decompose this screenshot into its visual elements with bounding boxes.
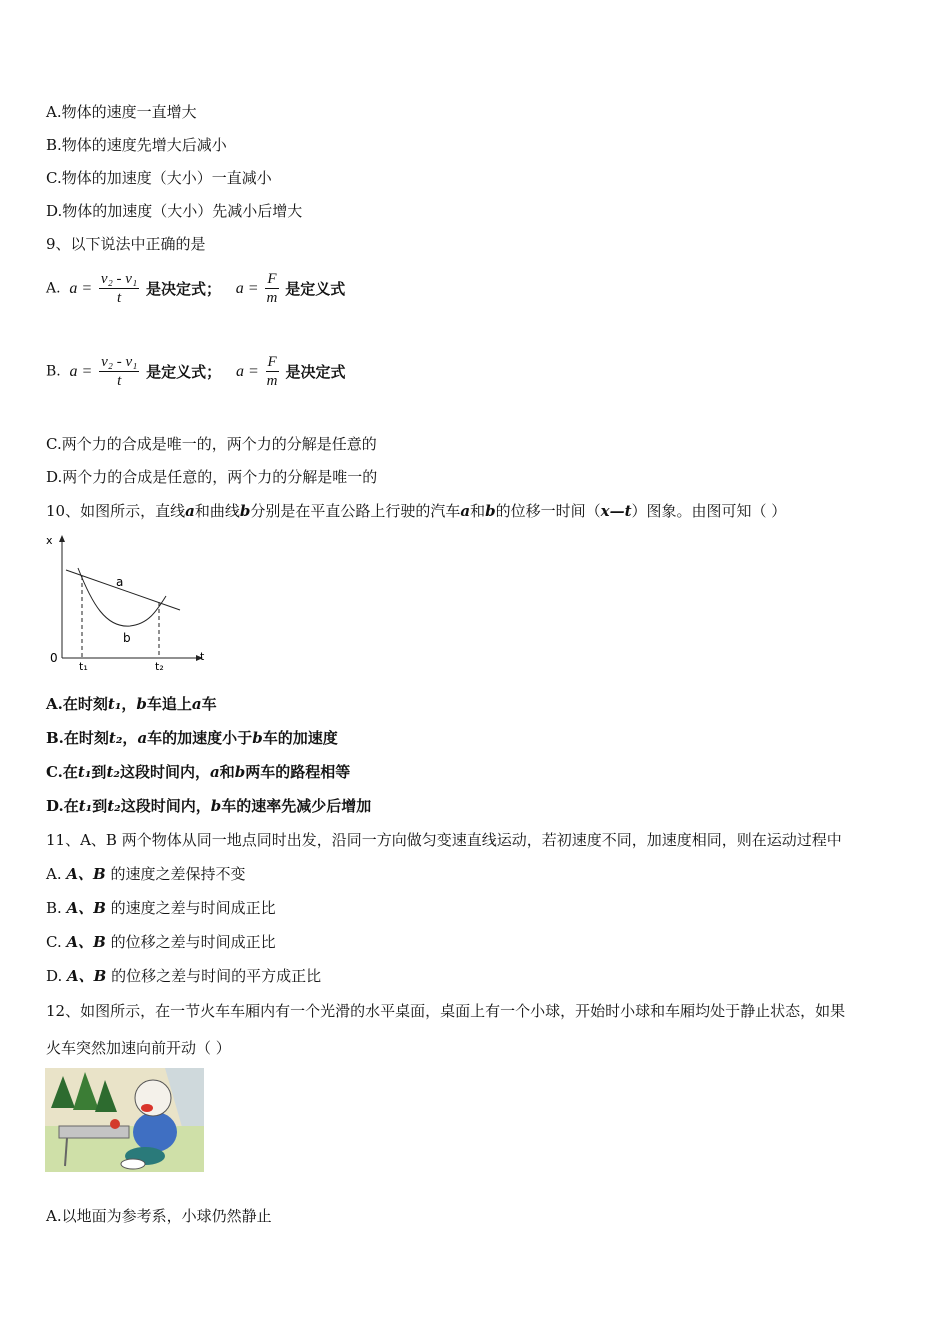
q9-option-b [46, 353, 345, 390]
q8-option-c: C.物体的加速度（大小）一直减小 [46, 169, 272, 187]
formula-lhs: a = [235, 362, 259, 380]
var-ab: A、B [66, 933, 106, 951]
var-a: a [191, 695, 202, 713]
formula-lhs: a = [69, 362, 93, 380]
option-prefix: D. [46, 797, 64, 815]
q8-option-d: D.物体的加速度（大小）先减小后增大 [46, 202, 303, 220]
var-t1: t₁ [77, 763, 92, 781]
line-a-label: a [116, 575, 124, 589]
force-fraction [265, 270, 278, 307]
q11-option-d [46, 966, 321, 986]
option-text: 车 [201, 695, 217, 713]
option-text: 在 [62, 763, 78, 781]
q9-stem: 9、以下说法中正确的是 [46, 235, 206, 253]
fraction-denominator: t [117, 373, 122, 389]
y-axis-arrow [59, 535, 65, 542]
formula-lhs: a = [69, 279, 93, 297]
var-a: a [460, 502, 471, 520]
var-b: b [234, 763, 246, 781]
option-text: ， [122, 729, 138, 747]
fraction-denominator: t [116, 290, 122, 306]
option-text: 车的加速度小于 [147, 729, 253, 747]
var-t: t₁ [107, 695, 122, 713]
fraction-denominator: m [266, 373, 278, 389]
q10-option-a [46, 694, 217, 714]
formula-lhs: a = [235, 279, 259, 297]
q12-stem-line1: 12、如图所示，在一节火车车厢内有一个光滑的水平桌面，桌面上有一个小球，开始时小球和车厢均处于静止状态，如果 [46, 1002, 846, 1020]
stem-text: 和 [470, 502, 486, 520]
var-b: b [485, 502, 496, 520]
person-body [133, 1112, 177, 1152]
person-mouth [141, 1104, 153, 1112]
formula-desc: 是决定式 [285, 363, 346, 381]
option-prefix: D. [46, 967, 68, 985]
formula-desc: 是定义式； [146, 363, 222, 381]
option-text: 车的加速度 [262, 729, 338, 747]
var-a: a [137, 729, 148, 747]
var-b: b [252, 729, 263, 747]
option-text: 的位移之差与时间成正比 [105, 933, 276, 951]
option-text: 和 [219, 763, 235, 781]
option-text: 车的速率先减少后增加 [221, 797, 372, 815]
table [59, 1126, 129, 1138]
option-prefix: B. [46, 363, 61, 380]
var-a: a [209, 763, 220, 781]
q9-option-c: C.两个力的合成是唯一的，两个力的分解是任意的 [46, 435, 377, 453]
option-text: 到 [91, 763, 107, 781]
stem-text: 10、如图所示，直线 [46, 502, 186, 520]
option-text: 这段时间内， [120, 797, 211, 815]
q9-option-d: D.两个力的合成是任意的，两个力的分解是唯一的 [46, 468, 378, 486]
formula-desc: 是定义式 [285, 280, 346, 298]
option-prefix: B. [46, 729, 64, 747]
stem-text: 分别是在平直公路上行驶的汽车 [250, 502, 461, 520]
q8-option-a: A.物体的速度一直增大 [46, 103, 197, 121]
var-b: b [210, 797, 222, 815]
person-head [135, 1080, 171, 1116]
t1-label: t₁ [79, 660, 88, 673]
option-prefix: A. [46, 695, 63, 713]
stem-text: ）图象。由图可知（ ） [631, 502, 787, 520]
option-prefix: C. [46, 763, 63, 781]
fraction-denominator: m [266, 290, 278, 306]
option-text: 在时刻 [63, 729, 109, 747]
shoe [121, 1159, 145, 1169]
option-prefix: B. [46, 899, 67, 917]
t-axis-label: t [200, 650, 205, 663]
q8-option-b: B.物体的速度先增大后减小 [46, 136, 227, 154]
origin-label: 0 [50, 651, 58, 665]
kinematic-fraction [99, 270, 139, 307]
option-prefix: A. [46, 280, 61, 297]
var-xt: x—t [600, 502, 632, 520]
q11-stem: 11、A、B 两个物体从同一地点同时出发，沿同一方向做匀变速直线运动，若初速度不同，加速度相同，则在运动过程中 [46, 831, 842, 849]
stem-text: 的位移一时间（ [495, 502, 601, 520]
var-t2: t₂ [106, 763, 120, 781]
var-b: b [136, 695, 147, 713]
option-text: 这段时间内， [119, 763, 210, 781]
fraction-numerator: F [267, 354, 277, 370]
option-text: 车追上 [146, 695, 192, 713]
option-prefix: A. [46, 865, 67, 883]
force-fraction [266, 353, 279, 390]
kinematic-fraction [99, 353, 139, 390]
curve-b-label: b [123, 631, 131, 645]
var-ab: A、B [66, 865, 106, 883]
formula-desc: 是决定式； [145, 280, 221, 298]
fraction-numerator: v₂ - v₁ [100, 271, 138, 287]
q11-option-c [46, 932, 276, 952]
q9-option-a [46, 270, 345, 307]
var-ab: A、B [67, 967, 107, 985]
var-t: t₂ [108, 729, 123, 747]
option-text: 在时刻 [62, 695, 108, 713]
xt-graph [44, 532, 214, 674]
stem-text: 和曲线 [194, 502, 240, 520]
option-text: 的速度之差保持不变 [105, 865, 246, 883]
q10-option-b [46, 728, 338, 748]
option-text: 两车的路程相等 [245, 763, 351, 781]
train-illustration [45, 1068, 204, 1172]
q10-stem [46, 501, 786, 521]
var-t2: t₂ [107, 797, 121, 815]
var-b: b [239, 502, 251, 520]
q12-stem-line2: 火车突然加速向前开动（ ） [46, 1039, 231, 1057]
option-text: 到 [92, 797, 108, 815]
option-text: 的位移之差与时间的平方成正比 [106, 967, 322, 985]
x-axis-label: x [46, 534, 53, 547]
q12-option-a: A.以地面为参考系，小球仍然静止 [46, 1207, 272, 1225]
fraction-numerator: F [267, 271, 277, 287]
option-prefix: C. [46, 933, 67, 951]
var-ab: A、B [66, 899, 106, 917]
q10-option-d [46, 796, 371, 816]
var-a: a [185, 502, 195, 520]
option-text: ， [121, 695, 137, 713]
option-text: 的速度之差与时间成正比 [105, 899, 276, 917]
var-t1: t₁ [78, 797, 93, 815]
ball-icon [110, 1119, 120, 1129]
q11-option-b [46, 898, 276, 918]
option-text: 在 [63, 797, 79, 815]
q11-option-a [46, 864, 245, 884]
q10-option-c [46, 762, 350, 782]
fraction-numerator: v₂ - v₁ [101, 354, 138, 370]
t2-label: t₂ [155, 660, 164, 673]
